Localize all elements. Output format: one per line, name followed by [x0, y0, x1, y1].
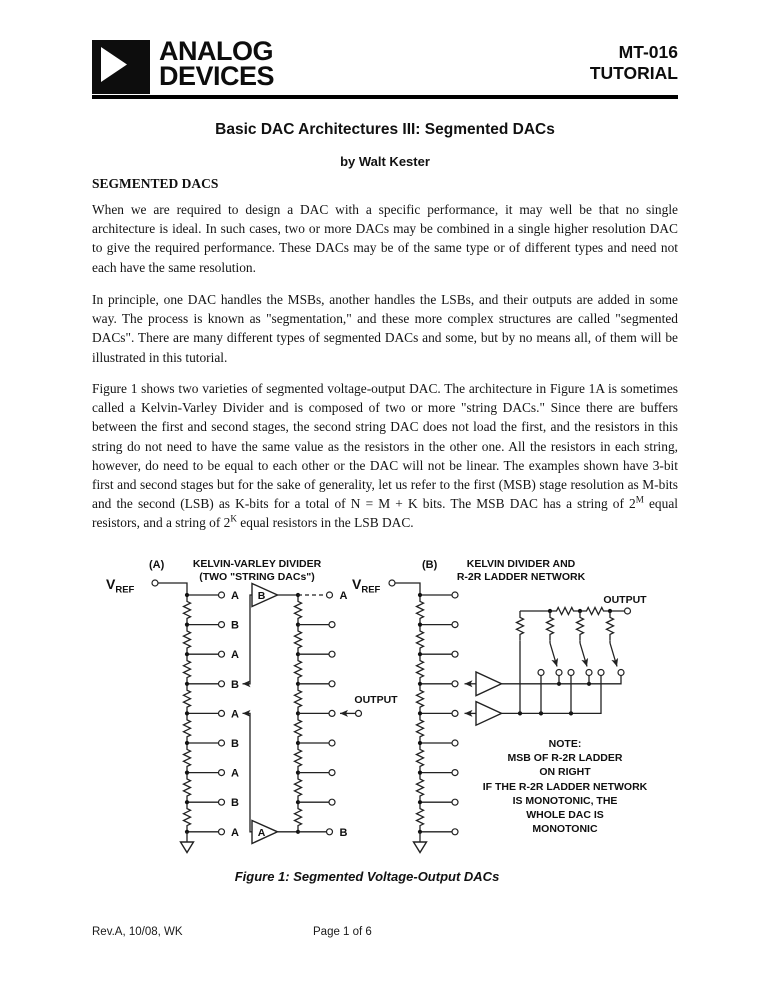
tap-label: A: [231, 826, 239, 839]
panel-b-kelvin-string: [414, 592, 459, 853]
buffer-label: B: [257, 590, 266, 602]
panel-a: [106, 558, 398, 853]
adi-logo: [92, 40, 150, 99]
brand-line-1: ANALOG: [159, 36, 273, 66]
panel-b-vref-wire: [395, 583, 420, 595]
panel-a-title-line2: (TWO "STRING DACs"): [199, 571, 315, 583]
panel-a-msb-taps: [185, 590, 239, 839]
tap-label: B: [339, 826, 348, 839]
panel-b-vref-terminal: [389, 580, 395, 586]
panel-a-vref-wire: [158, 583, 187, 595]
tap-label: A: [231, 649, 239, 662]
tap-label: B: [231, 619, 239, 632]
doc-id: MT-016: [618, 42, 678, 62]
r2r-switch-3-msb: [598, 641, 624, 676]
panel-b-ground-icon: [414, 832, 427, 853]
panel-b-output-label: OUTPUT: [603, 594, 647, 606]
panel-a-lsb-string: [295, 590, 348, 839]
tap-label: B: [231, 738, 239, 750]
tap-label: A: [339, 590, 348, 602]
tap-label: A: [231, 708, 239, 721]
page-title: Basic DAC Architectures III: Segmented DACs: [215, 121, 555, 138]
figure-1-schematic: [0, 552, 768, 868]
doc-identifier: [590, 42, 678, 84]
panel-a-vref-terminal: [152, 580, 158, 586]
revision-info: Rev.A, 10/08, WK: [92, 926, 183, 938]
panel-b-title-line1: KELVIN DIVIDER AND: [466, 558, 576, 570]
panel-a-output: [340, 694, 398, 716]
panel-b-r2r-ladder: [517, 594, 648, 713]
panel-b-title-line2: R-2R LADDER NETWORK: [456, 571, 586, 583]
adi-logo-mark: [92, 40, 150, 94]
note-line: IF THE R-2R LADDER NETWORK: [482, 781, 648, 793]
note-line: IS MONOTONIC, THE: [512, 795, 618, 807]
brand-line-2: DEVICES: [159, 61, 275, 91]
note-line: NOTE:: [548, 738, 582, 750]
tap-label: B: [231, 678, 239, 691]
note-line: WHOLE DAC IS: [526, 809, 604, 821]
panel-b-output-terminal: [625, 608, 631, 614]
panel-a-buffer-top: [252, 584, 298, 607]
doc-type: TUTORIAL: [589, 63, 678, 83]
panel-a-title-line1: KELVIN-VARLEY DIVIDER: [192, 558, 322, 570]
panel-a-buffer-bottom: [252, 821, 298, 844]
paragraph-3: Figure 1 shows two varieties of segmented voltage-output DAC. The architecture in Figure 1A is sometimes called a Kelvin-Varley Divider and is composed of two or more "string DACs." Since there are buffers between the first and second stages, the second string DAC does not load the first, and the resistors in this string do not need to have the same value as the resistors in the other one. All the resistors in each string, however, do need to be equal to each other or the DAC will not be linear. The examples shown have 3-bit first and second stages but for the sake of generality, let us refer to the first (MSB) stage resolution as M-bits and the second (LSB) as K-bits for a total of N = M + K bits. The MSB DAC has a string of $2^M$ equal resistors, and a string of $2^K$ equal resistors in the LSB DAC.: [92, 381, 678, 531]
panel-b-tag: (B): [422, 559, 438, 571]
panel-a-vref-label: $V_{REF}$: [106, 576, 135, 596]
panel-a-output-label: OUTPUT: [354, 694, 398, 706]
panel-a-a-select-wire: [243, 713, 253, 831]
byline: by Walt Kester: [340, 154, 430, 169]
panel-a-msb-string: [181, 590, 240, 853]
r2r-switch-2: [568, 641, 592, 714]
tap-label: B: [231, 797, 239, 810]
page-number: Page 1 of 6: [313, 926, 372, 938]
panel-a-b-select-wire: [243, 595, 253, 684]
note-line: MSB OF R-2R LADDER: [507, 752, 623, 764]
panel-b-vref-label: $V_{REF}$: [352, 576, 381, 596]
panel-b-notes: [483, 738, 648, 835]
section-heading: SEGMENTED DACS: [92, 176, 219, 191]
panel-a-tag: (A): [149, 559, 165, 571]
buffer-label: A: [257, 826, 266, 839]
figure-caption: Figure 1: Segmented Voltage-Output DACs: [234, 869, 500, 884]
note-line: MONOTONIC: [532, 823, 598, 835]
r2r-switch-1: [538, 641, 562, 714]
paragraph-1: When we are required to design a DAC with a specific performance, it may well be that no single architecture is ideal. In such cases, two or more DACs may be combined in a single higher resolution DAC to give the required performance. These DACs may be of the same type or of different types and need not each have the same resolution.: [92, 202, 678, 275]
brand-name: [159, 36, 275, 91]
panel-a-ground-icon: [181, 832, 194, 853]
header-rule: [92, 95, 678, 99]
note-line: ON RIGHT: [539, 766, 591, 778]
tap-label: A: [231, 590, 239, 602]
paragraph-2: In principle, one DAC handles the MSBs, another handles the LSBs, and their outputs are added in some way. The process is known as "segmentation," and these more complex structures are called "segmented DACs". There are many different types of segmented DACs and some, but by no means all, of them will be illustrated in this tutorial.: [92, 292, 678, 365]
tap-label: A: [231, 767, 239, 780]
